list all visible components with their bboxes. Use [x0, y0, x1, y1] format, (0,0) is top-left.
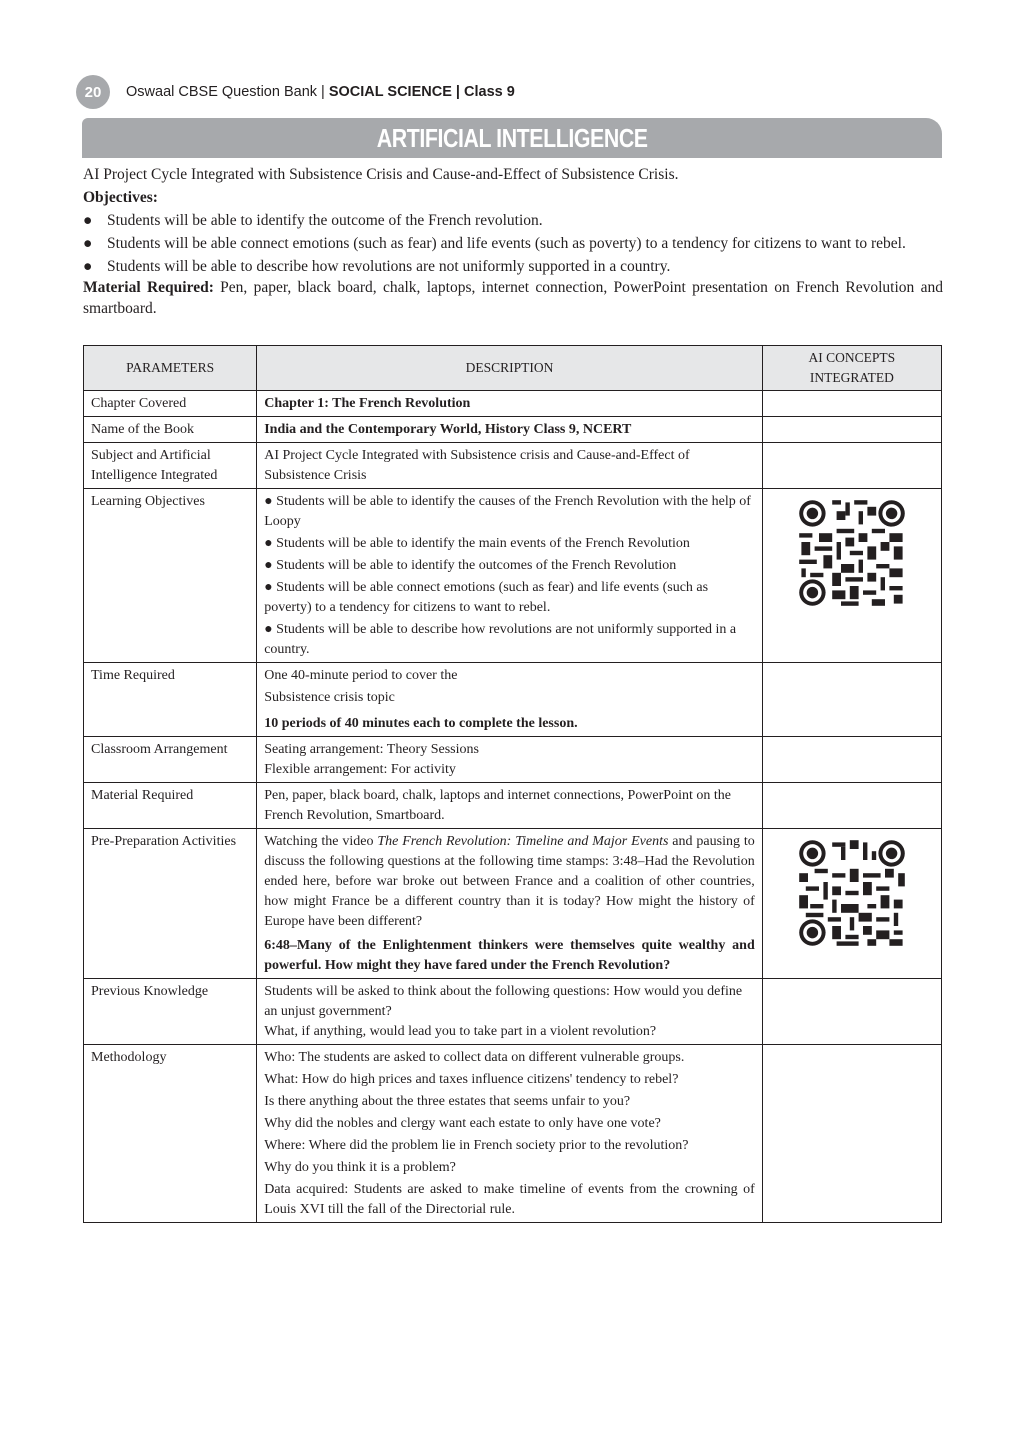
table-row — [84, 663, 942, 737]
page-number-badge: 20 — [76, 75, 110, 109]
table-row — [84, 417, 942, 443]
table-row — [84, 979, 942, 1045]
table-row — [84, 391, 942, 417]
column-header-parameters: PARAMETERS — [84, 346, 257, 391]
objective-item: ● Students will be able to describe how revolutions are not uniformly supported in a country. — [83, 258, 671, 275]
table-row — [84, 783, 942, 829]
desc-cell — [257, 489, 763, 663]
desc-cell: Seating arrangement: Theory Sessions Flexible arrangement: For activity — [257, 737, 763, 783]
ai-cell — [762, 829, 941, 979]
section-title: ARTIFICIAL INTELLIGENCE — [376, 122, 648, 153]
ai-cell — [762, 663, 941, 737]
bullet-icon: ● — [83, 212, 93, 229]
param-cell: Pre-Preparation Activities — [84, 829, 257, 979]
class-label: Class 9 — [464, 84, 515, 100]
section-title-banner — [82, 118, 942, 158]
ai-cell — [762, 489, 941, 663]
param-cell: Methodology — [84, 1045, 257, 1223]
intro-summary: AI Project Cycle Integrated with Subsistence Crisis and Cause-and-Effect of Subsistence Crisis. — [83, 166, 679, 183]
objective-item: ● Students will be able connect emotions (such as fear) and life events (such as poverty) to a tendency for citizens to want to rebel. — [83, 235, 906, 252]
bullet-icon: ● — [83, 258, 93, 275]
param-cell: Previous Knowledge — [84, 979, 257, 1045]
table-header-row — [84, 346, 942, 391]
ai-cell — [762, 737, 941, 783]
param-cell: Time Required — [84, 663, 257, 737]
ai-cell — [762, 417, 941, 443]
objective-item: ● Students will be able to identify the outcomes of the French Revolution — [264, 558, 677, 573]
column-header-ai-concepts: AI CONCEPTS INTEGRATED — [762, 346, 941, 391]
desc-cell: One 40-minute period to cover the Subsistence crisis topic 10 periods of 40 minutes each to complete the lesson. — [257, 663, 763, 737]
table-row — [84, 1045, 942, 1223]
table-row — [84, 443, 942, 489]
objective-item: ● Students will be able to identify the causes of the French Revolution with the help of Loopy — [264, 494, 751, 529]
qr-code-icon[interactable] — [797, 838, 907, 955]
running-header: Oswaal CBSE Question Bank | SOCIAL SCIENCE | Class 9 — [126, 84, 515, 100]
param-cell: Chapter Covered — [84, 391, 257, 417]
table-row — [84, 829, 942, 979]
objectives-heading: Objectives: — [83, 189, 158, 206]
desc-cell: AI Project Cycle Integrated with Subsistence crisis and Cause-and-Effect of Subsistence Crisis — [257, 443, 763, 489]
ai-cell — [762, 1045, 941, 1223]
book-title: Oswaal CBSE Question Bank — [126, 84, 318, 100]
desc-cell: Pen, paper, black board, chalk, laptops and internet connections, PowerPoint on the French Revolution, Smartboard. — [257, 783, 763, 829]
ai-cell — [762, 391, 941, 417]
param-cell: Material Required — [84, 783, 257, 829]
objective-item: ● Students will be able to describe how revolutions are not uniformly supported in a country. — [264, 622, 737, 657]
table-row — [84, 737, 942, 783]
qr-code-icon[interactable] — [797, 498, 907, 615]
ai-cell — [762, 979, 941, 1045]
objective-item: ● Students will be able to identify the main events of the French Revolution — [264, 536, 690, 551]
desc-cell: Chapter 1: The French Revolution — [257, 391, 763, 417]
bullet-icon: ● — [83, 235, 93, 252]
param-cell: Learning Objectives — [84, 489, 257, 663]
column-header-description: DESCRIPTION — [257, 346, 763, 391]
objective-item: ● Students will be able connect emotions (such as fear) and life events (such as poverty) to a tendency for citizens to want to rebel. — [264, 580, 709, 615]
lesson-plan-table — [83, 345, 942, 1223]
objective-item: ● Students will be able to identify the outcome of the French revolution. — [83, 212, 543, 229]
table-row — [84, 489, 942, 663]
page-header — [76, 76, 515, 108]
video-title: The French Revolution: Timeline and Major Events — [377, 834, 669, 849]
desc-cell: Watching the video The French Revolution: Timeline and Major Events and pausing to discuss the following questions at the following time stamps: 3:48–Had the Revolution ended here, before war broke out between France and a coalition of other countries, how might France be a different country than it is today? How might the history of Europe have been different? 6:48–Many of the Enlightenment thinkers were themselves quite wealthy and powerful. How might they have fared under the French Revolution? — [257, 829, 763, 979]
intro-block — [83, 164, 943, 319]
desc-cell: Who: The students are asked to collect data on different vulnerable groups. What: How do high prices and taxes influence citizens' tendency to rebel? Is there anything about the three estates that seems unfair to you? Why did the nobles and clergy want each estate to only have one vote? Where: Where did the problem lie in French society prior to the revolution? Why do you think it is a problem? Data acquired: Students are asked to make timeline of events from the crowning of Louis XVI till the fall of the Directorial rule. — [257, 1045, 763, 1223]
ai-cell — [762, 443, 941, 489]
param-cell: Name of the Book — [84, 417, 257, 443]
ai-cell — [762, 783, 941, 829]
subject-label: SOCIAL SCIENCE — [328, 84, 452, 100]
desc-cell: India and the Contemporary World, History Class 9, NCERT — [257, 417, 763, 443]
param-cell: Classroom Arrangement — [84, 737, 257, 783]
material-required: Material Required: Pen, paper, black board, chalk, laptops, internet connection, PowerPoint presentation on French Revolution and smartboard. — [83, 279, 943, 317]
desc-cell: Students will be asked to think about the following questions: How would you define an unjust government? What, if anything, would lead you to take part in a violent revolution? — [257, 979, 763, 1045]
param-cell: Subject and Artificial Intelligence Integrated — [84, 443, 257, 489]
